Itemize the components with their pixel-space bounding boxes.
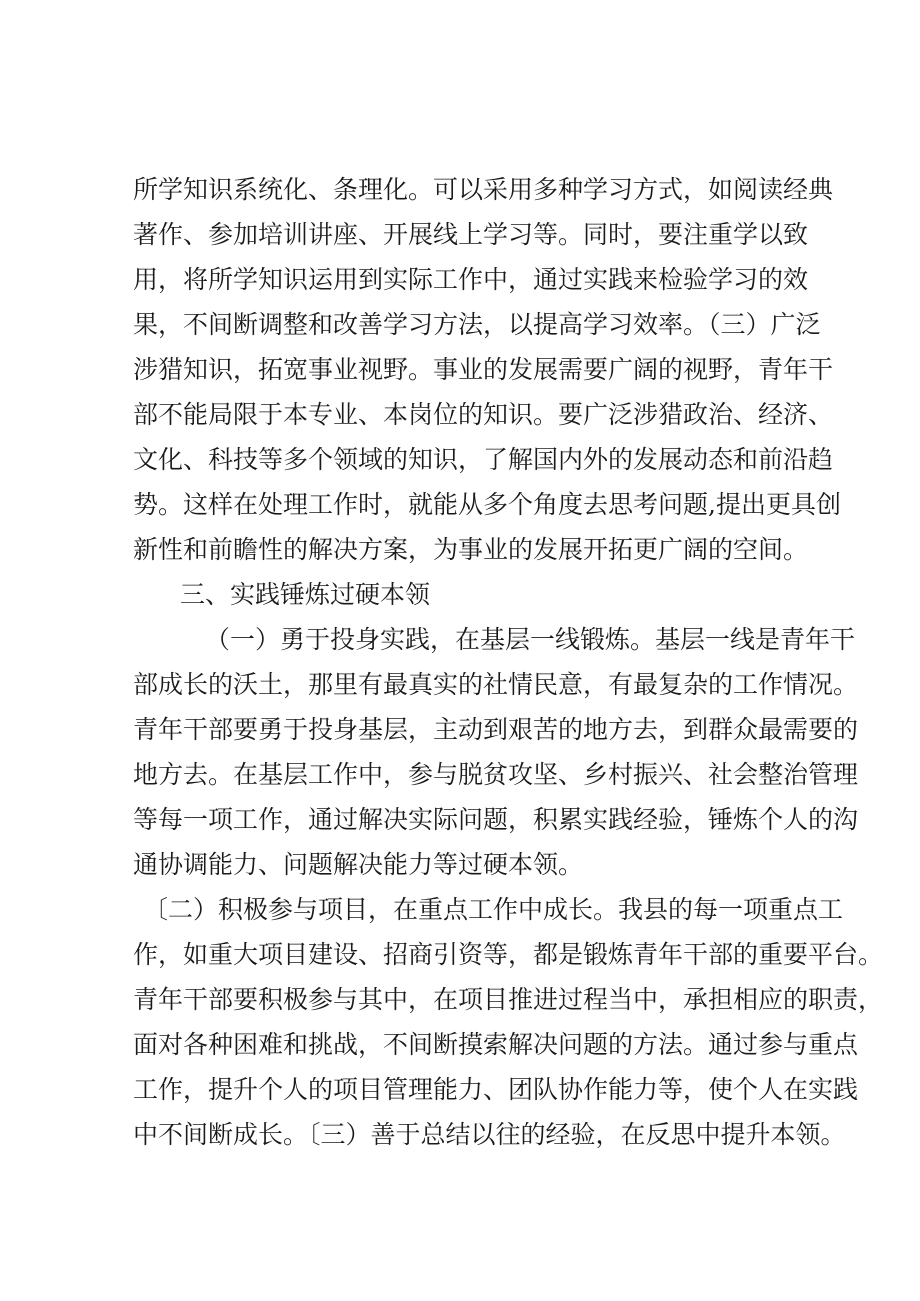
text-line: 等每一项工作，通过解决实际问题，积累实践经验，锤炼个人的沟: [133, 805, 859, 834]
text-line: 部不能局限于本专业、本岗位的知识。要广泛涉猎政治、经济、: [133, 400, 834, 429]
text-line: 涉猎知识，拓宽事业视野。事业的发展需要广阔的视野，青年干: [133, 355, 834, 384]
text-line: 作，如重大项目建设、招商引资等，都是锻炼青年干部的重要平台。: [133, 940, 884, 969]
text-line: （一）勇于投身实践，在基层一线锻炼。基层一线是青年干: [205, 625, 856, 654]
text-line: 青年干部要勇于投身基层，主动到艰苦的地方去，到群众最需要的: [133, 715, 859, 744]
text-line: 青年干部要积极参与其中，在项目推进过程当中，承担相应的职责，: [133, 985, 884, 1014]
text-line: 〔二）积极参与项目，在重点工作中成长。我县的每一项重点工: [143, 895, 844, 924]
text-line: 新性和前瞻性的解决方案，为事业的发展开拓更广阔的空间。: [133, 535, 809, 564]
text-line: 通协调能力、问题解决能力等过硬本领。: [133, 850, 584, 879]
text-line: 地方去。在基层工作中，参与脱贫攻坚、乡村振兴、社会整治管理: [133, 760, 859, 789]
text-line: 用，将所学知识运用到实际工作中，通过实践来检验学习的效: [133, 265, 809, 294]
text-line: 中不间断成长。〔三）善于总结以往的经验，在反思中提升本领。: [133, 1120, 846, 1149]
text-line: 果，不间断调整和改善学习方法，以提高学习效率。（三）广泛: [133, 310, 821, 339]
text-line: 所学知识系统化、条理化。可以采用多种学习方式，如阅读经典: [133, 175, 834, 204]
text-line: 面对各种困难和挑战，不间断摸索解决问题的方法。通过参与重点: [133, 1030, 859, 1059]
text-line: 工作，提升个人的项目管理能力、团队协作能力等，使个人在实践: [133, 1075, 859, 1104]
text-line: 文化、科技等多个领域的知识，了解国内外的发展动态和前沿趋: [133, 445, 834, 474]
text-line: 势。这样在处理工作时，就能从多个角度去思考问题,提出更具创: [133, 490, 841, 519]
text-line: 部成长的沃土，那里有最真实的社情民意，有最复杂的工作情况。: [133, 670, 859, 699]
section-heading: 三、实践锤炼过硬本领: [180, 580, 431, 609]
text-line: 著作、参加培训讲座、开展线上学习等。同时，要注重学以致: [133, 220, 809, 249]
